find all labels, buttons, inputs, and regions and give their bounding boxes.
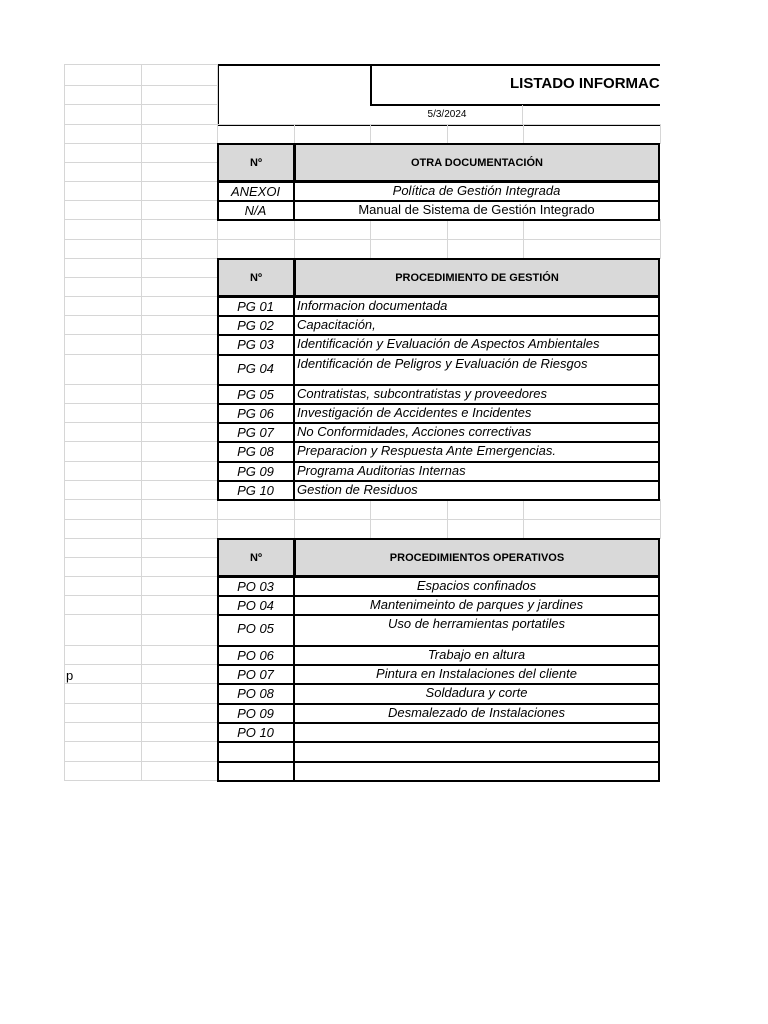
grid-cell[interactable] bbox=[141, 354, 218, 385]
row-code: PG 07 bbox=[237, 425, 274, 440]
grid-cell[interactable] bbox=[64, 538, 142, 558]
grid-cell[interactable] bbox=[141, 664, 218, 684]
grid-cell[interactable] bbox=[64, 354, 142, 385]
grid-cell[interactable] bbox=[64, 645, 142, 665]
grid-cell[interactable] bbox=[141, 595, 218, 615]
grid-cell[interactable] bbox=[64, 315, 142, 335]
table-left-edge bbox=[217, 258, 219, 501]
date-row-divider bbox=[522, 105, 523, 124]
grid-cell[interactable] bbox=[141, 538, 218, 558]
grid-cell[interactable] bbox=[64, 461, 142, 481]
grid-cell[interactable] bbox=[370, 219, 448, 240]
grid-cell[interactable] bbox=[523, 239, 661, 259]
grid-cell[interactable] bbox=[141, 124, 218, 144]
grid-cell[interactable] bbox=[64, 441, 142, 462]
grid-cell[interactable] bbox=[141, 761, 218, 781]
row-description bbox=[295, 722, 658, 741]
row-code: PO 10 bbox=[237, 725, 274, 740]
grid-cell[interactable] bbox=[64, 761, 142, 781]
grid-cell[interactable] bbox=[141, 200, 218, 220]
grid-cell[interactable] bbox=[141, 85, 218, 105]
column-header-no: Nº bbox=[217, 538, 295, 577]
row-description: Informacion documentada bbox=[297, 298, 448, 313]
row-code: PG 05 bbox=[237, 387, 274, 402]
grid-cell[interactable] bbox=[64, 557, 142, 577]
grid-cell[interactable] bbox=[141, 296, 218, 316]
grid-cell[interactable] bbox=[64, 181, 142, 201]
grid-cell[interactable] bbox=[64, 480, 142, 500]
grid-cell[interactable] bbox=[217, 219, 295, 240]
row-code: PO 08 bbox=[237, 686, 274, 701]
column-header-no: Nº bbox=[217, 258, 295, 297]
row-code: PG 10 bbox=[237, 483, 274, 498]
grid-cell[interactable] bbox=[141, 480, 218, 500]
grid-cell[interactable] bbox=[141, 722, 218, 742]
grid-cell[interactable] bbox=[141, 422, 218, 442]
grid-cell[interactable] bbox=[294, 239, 371, 259]
grid-cell[interactable] bbox=[141, 614, 218, 646]
grid-cell[interactable] bbox=[64, 741, 142, 762]
row-description: Manual de Sistema de Gestión Integrado bbox=[358, 202, 595, 217]
row-description: Gestion de Residuos bbox=[297, 482, 418, 497]
grid-cell[interactable] bbox=[523, 219, 661, 240]
grid-cell[interactable] bbox=[141, 162, 218, 182]
row-code: PO 06 bbox=[237, 648, 274, 663]
grid-cell[interactable] bbox=[523, 124, 661, 144]
grid-cell[interactable] bbox=[141, 258, 218, 278]
grid-cell[interactable] bbox=[141, 557, 218, 577]
document-date: 5/3/2024 bbox=[427, 109, 467, 120]
grid-cell[interactable] bbox=[64, 277, 142, 297]
grid-cell[interactable] bbox=[447, 519, 524, 539]
row-description: Identificación y Evaluación de Aspectos Ambientales bbox=[297, 336, 600, 351]
row-description: Espacios confinados bbox=[416, 578, 537, 593]
document-title: LISTADO INFORMAC bbox=[510, 75, 660, 92]
table-left-edge bbox=[217, 143, 219, 221]
stray-cell-text: p bbox=[66, 668, 74, 683]
grid-cell[interactable] bbox=[64, 219, 142, 240]
grid-cell[interactable] bbox=[370, 499, 448, 520]
section-header-otra: OTRA DOCUMENTACIÓN bbox=[294, 143, 660, 182]
section-header-po: PROCEDIMIENTOS OPERATIVOS bbox=[294, 538, 660, 577]
grid-cell[interactable] bbox=[141, 64, 218, 86]
row-code: PG 03 bbox=[237, 337, 274, 352]
row-description: Trabajo en altura bbox=[427, 647, 526, 662]
row-description: Uso de herramientas portatiles bbox=[387, 616, 566, 631]
row-description: Investigación de Accidentes e Incidentes bbox=[297, 405, 532, 420]
grid-cell[interactable] bbox=[64, 85, 142, 105]
grid-cell[interactable] bbox=[141, 181, 218, 201]
row-divider bbox=[293, 761, 295, 782]
row-description: Política de Gestión Integrada bbox=[392, 183, 561, 198]
row-code: PG 06 bbox=[237, 406, 274, 421]
row-code: ANEXOI bbox=[230, 184, 281, 199]
row-description: Programa Auditorias Internas bbox=[297, 463, 466, 478]
grid-cell[interactable] bbox=[370, 124, 448, 144]
grid-cell[interactable] bbox=[141, 703, 218, 723]
grid-cell[interactable] bbox=[370, 239, 448, 259]
grid-cell[interactable] bbox=[64, 664, 142, 684]
grid-cell[interactable] bbox=[141, 334, 218, 355]
grid-cell[interactable] bbox=[141, 576, 218, 596]
row-code: PG 02 bbox=[237, 318, 274, 333]
grid-cell[interactable] bbox=[141, 645, 218, 665]
row-code: PO 09 bbox=[237, 706, 274, 721]
section-header-pg: PROCEDIMIENTO DE GESTIÓN bbox=[294, 258, 660, 297]
grid-cell[interactable] bbox=[64, 576, 142, 596]
row-description: Contratistas, subcontratistas y proveedores bbox=[297, 386, 548, 401]
grid-cell[interactable] bbox=[141, 143, 218, 163]
grid-cell[interactable] bbox=[64, 384, 142, 404]
grid-cell[interactable] bbox=[64, 104, 142, 125]
grid-cell[interactable] bbox=[64, 703, 142, 723]
row-description: Desmalezado de Instalaciones bbox=[387, 705, 566, 720]
row-description: Identificación de Peligros y Evaluación de Riesgos bbox=[297, 356, 588, 371]
grid-cell[interactable] bbox=[217, 519, 295, 539]
grid-cell[interactable] bbox=[64, 499, 142, 520]
grid-cell[interactable] bbox=[447, 499, 524, 520]
row-description: No Conformidades, Acciones correctivas bbox=[297, 424, 532, 439]
grid-cell[interactable] bbox=[447, 219, 524, 240]
grid-cell[interactable] bbox=[141, 315, 218, 335]
grid-cell[interactable] bbox=[141, 104, 218, 125]
grid-cell[interactable] bbox=[64, 143, 142, 163]
column-header-no: Nº bbox=[217, 143, 295, 182]
grid-cell[interactable] bbox=[64, 334, 142, 355]
grid-cell[interactable] bbox=[141, 384, 218, 404]
row-code: PG 01 bbox=[237, 299, 274, 314]
title-box-left bbox=[217, 64, 372, 126]
grid-cell[interactable] bbox=[294, 519, 371, 539]
row-description: Pintura en Instalaciones del cliente bbox=[376, 666, 577, 681]
grid-cell[interactable] bbox=[141, 441, 218, 462]
row-description: Capacitación, bbox=[297, 317, 376, 332]
row-code: N/A bbox=[244, 203, 267, 218]
grid-cell[interactable] bbox=[64, 722, 142, 742]
grid-cell[interactable] bbox=[141, 461, 218, 481]
grid-cell[interactable] bbox=[64, 296, 142, 316]
grid-cell[interactable] bbox=[64, 422, 142, 442]
row-code: PG 08 bbox=[237, 444, 274, 459]
table-row-empty[interactable] bbox=[217, 741, 660, 763]
grid-cell[interactable] bbox=[64, 64, 142, 86]
grid-cell[interactable] bbox=[141, 683, 218, 704]
grid-cell[interactable] bbox=[294, 219, 371, 240]
grid-cell[interactable] bbox=[217, 499, 295, 520]
grid-cell[interactable] bbox=[141, 219, 218, 240]
grid-cell[interactable] bbox=[141, 519, 218, 539]
table-row-empty[interactable] bbox=[217, 761, 660, 782]
grid-cell[interactable] bbox=[523, 519, 661, 539]
row-code: PO 03 bbox=[237, 579, 274, 594]
grid-cell[interactable] bbox=[64, 519, 142, 539]
grid-cell[interactable] bbox=[64, 162, 142, 182]
grid-cell[interactable] bbox=[141, 277, 218, 297]
row-code: PO 05 bbox=[237, 621, 274, 636]
grid-cell[interactable] bbox=[294, 499, 371, 520]
row-divider bbox=[293, 741, 295, 763]
grid-cell[interactable] bbox=[141, 403, 218, 423]
row-description: Mantenimeinto de parques y jardines bbox=[369, 597, 584, 612]
grid-cell[interactable] bbox=[141, 499, 218, 520]
row-code: PG 04 bbox=[237, 361, 274, 376]
row-code: PO 07 bbox=[237, 667, 274, 682]
row-code: PO 04 bbox=[237, 598, 274, 613]
grid-cell[interactable] bbox=[64, 595, 142, 615]
grid-cell[interactable] bbox=[523, 499, 661, 520]
grid-cell[interactable] bbox=[64, 239, 142, 259]
grid-cell[interactable] bbox=[64, 683, 142, 704]
grid-cell[interactable] bbox=[141, 741, 218, 762]
grid-cell[interactable] bbox=[447, 124, 524, 144]
row-code: PG 09 bbox=[237, 464, 274, 479]
grid-cell[interactable] bbox=[447, 239, 524, 259]
grid-cell[interactable] bbox=[141, 239, 218, 259]
grid-cell[interactable] bbox=[217, 239, 295, 259]
grid-cell[interactable] bbox=[64, 258, 142, 278]
row-description: Soldadura y corte bbox=[425, 685, 528, 700]
row-description: Preparacion y Respuesta Ante Emergencias. bbox=[297, 443, 556, 458]
grid-cell[interactable] bbox=[64, 200, 142, 220]
grid-cell[interactable] bbox=[294, 124, 371, 144]
grid-cell[interactable] bbox=[217, 124, 295, 144]
table-left-edge bbox=[217, 538, 219, 782]
grid-cell[interactable] bbox=[64, 614, 142, 646]
grid-cell[interactable] bbox=[370, 519, 448, 539]
grid-cell[interactable] bbox=[64, 403, 142, 423]
grid-cell[interactable] bbox=[64, 124, 142, 144]
